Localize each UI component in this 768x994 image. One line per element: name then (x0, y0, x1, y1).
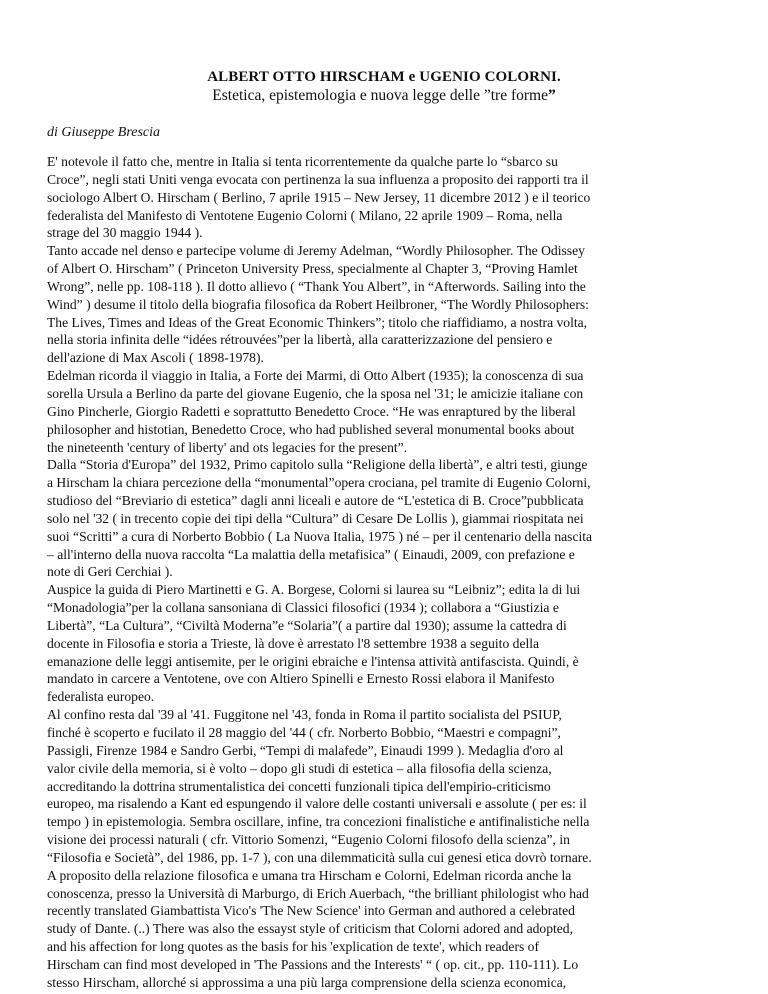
body-line: The Lives, Times and Ideas of the Great Economic Thinkers”; titolo che riaffidiamo, a nostra volta, (47, 314, 588, 330)
body-line: Wrong”, nelle pp. 108-118 ). Il dotto allievo ( “Thank You Albert”, in “Afterwords. Sailing into the (47, 278, 586, 294)
body-line: Gino Pincherle, Giorgio Radetti e soprattutto Benedetto Croce. “He was enraptured by the liberal (47, 403, 576, 419)
body-line: federalista del Manifesto di Ventotene Eugenio Colorni ( Milano, 22 aprile 1909 – Roma, nella (47, 207, 563, 223)
body-line: of Albert O. Hirscham” ( Princeton University Press, specialmente al Chapter 3, “Proving Hamlet (47, 261, 578, 277)
body-line: visione dei processi naturali ( cfr. Vittorio Somenzi, “Eugenio Colorni filosofo della scienza”, in (47, 832, 570, 848)
body-line: Hirscham can find most developed in 'The Passions and the Interests' “ ( op. cit., pp. 110-111). Lo (47, 956, 579, 972)
body-line: nella storia infinita delle “idées rétrouvées”per la libertà, alla caratterizzazione del pensiero e (47, 332, 553, 348)
body-line: Wind” ) desume il titolo della biografia filosofica da Robert Heilbroner, “The Wordly Philosophers: (47, 296, 589, 312)
body-line: accreditando la dottrina strumentalistica dei concetti funzionali tipica dell'empirio-criticismo (47, 778, 551, 794)
body-line: finché è scoperto e fucilato il 28 maggio del '44 ( cfr. Norberto Bobbio, “Maestri e compagni”, (47, 725, 561, 740)
body-line: Edelman ricorda il viaggio in Italia, a Forte dei Marmi, di Otto Albert (1935); la conoscenza di sua (47, 368, 584, 384)
author-byline: di Giuseppe Brescia (47, 125, 161, 140)
body-line: federalista europeo. (47, 689, 155, 705)
body-line: a Hirscham la chiara percezione della “monumental”opera crociana, pel tramite di Eugenio Colorni, (47, 475, 591, 491)
body-line: mandato in carcere a Ventotene, ove con Altiero Spinelli e Ernesto Rossi elabora il Manifesto (47, 671, 555, 687)
body-line: emanazione delle leggi antisemite, per le origini ebraiche e l'intensa attività antifascista. Quindi, è (47, 653, 579, 669)
body-line: “Filosofia e Società”, del 1986, pp. 1-7 ), con una dilemmaticità sulla cui genesi etica dovrò tornare. (47, 849, 592, 865)
body-line: study of Dante. (..) There was also the essayst style of criticism that Colorni adored and adopted, (47, 921, 573, 937)
body-line: docente in Filosofia e storia a Trieste, là dove è arrestato l'8 settembre 1938 a seguito della (47, 635, 540, 651)
subtitle-closing-quote: ” (547, 87, 556, 104)
body-line: solo nel '32 ( in trecento copie dei tipi della “Cultura” di Cesare De Lollis ), giammai riospitata nei (47, 510, 584, 526)
body-line: Dalla “Storia d'Europa” del 1932, Primo capitolo sulla “Religione della libertà”, e altri testi, giunge (47, 457, 588, 473)
body-line: studioso del “Breviario di estetica” dagli anni liceali e autore de “L'estetica di B. Croce”pubblicata (47, 493, 584, 509)
body-line: stesso Hirscham, allorché si approssima a una più larga comprensione della scienza economica, (47, 974, 567, 990)
body-line: the nineteenth 'century of liberty' and ots legacies for the present”. (47, 439, 408, 455)
body-line: Tanto accade nel denso e partecipe volume di Jeremy Adelman, “Wordly Philosopher. The Odissey (47, 243, 585, 259)
body-line: “Monadologia”per la collana sansoniana di Classici filosofici (1934 ); collabora a “Giustizia e (47, 600, 559, 616)
body-line: Al confino resta dal '39 al '41. Fuggitone nel '43, fonda in Roma il partito socialista del PSIUP, (47, 707, 562, 723)
body-line: Auspice la guida di Piero Martinetti e G. A. Borgese, Colorni si laurea su “Leibniz”; edita la di lui (47, 582, 581, 598)
body-line: Passigli, Firenze 1984 e Sandro Gerbi, “Tempi di malafede”, Einaudi 1999 ). Medaglia d'oro al (47, 742, 564, 758)
document-subtitle (0, 86, 768, 106)
body-line: dell'azione di Max Ascoli ( 1898-1978). (47, 350, 264, 366)
document-title: ALBERT OTTO HIRSCHAM e UGENIO COLORNI. (207, 69, 561, 85)
body-line: suoi “Scritti” a cura di Norberto Bobbio ( La Nuova Italia, 1975 ) né – per il centenario della nascita (47, 528, 593, 544)
body-line: sorella Ursula a Berlino da parte del giovane Eugenio, che la sposa nel '31; le amicizie italiane con (47, 385, 584, 401)
body-line: valor civile della memoria, si è volto – dopo gli studi di estetica – alla filosofia della scienza, (47, 760, 552, 776)
body-line: E' notevole il fatto che, mentre in Italia si tenta ricorrentemente da qualche parte lo “sbarco su (47, 154, 558, 169)
body-line: tempo ) in epistemologia. Sembra oscillare, infine, tra concezioni finalistiche e antifinalistiche nella (47, 814, 590, 830)
body-line: – all'interno della nuova raccolta “La malattia della metafisica” ( Einaudi, 2009, con prefazione e (47, 546, 575, 562)
body-line: note di Geri Cerchiai ). (47, 564, 173, 580)
subtitle-text: Estetica, epistemologia e nuova legge delle ”tre forme (212, 87, 548, 104)
body-line: Croce”, negli stati Uniti venga evocata con pertinenza la sua influenza a proposito dei rapporti tra il (47, 171, 589, 187)
body-line: strage del 30 maggio 1944 ). (47, 225, 203, 241)
body-line: europeo, ma risalendo a Kant ed espungendo il valore delle costanti universali e assolute ( per es: il (47, 796, 587, 812)
article-body (47, 153, 747, 992)
body-line: A proposito della relazione filosofica e umana tra Hirscham e Colorni, Edelman ricorda anche la (47, 867, 572, 883)
body-line: and his affection for long quotes as the basis for his 'explication de texte', which readers of (47, 939, 539, 955)
body-line: sociologo Albert O. Hirscham ( Berlino, 7 aprile 1915 – New Jersey, 11 dicembre 2012 ) e il teorico (47, 189, 591, 205)
body-line: Libertà”, “La Cultura”, “Civiltà Moderna”e “Solaria”( a partire dal 1930); assume la cattedra di (47, 617, 567, 633)
body-line: recently translated Giambattista Vico's 'The New Science' into German and authored a celebrated (47, 903, 575, 919)
body-line: philosopher and histotian, Benedetto Croce, who had published several monumental books about (47, 421, 575, 437)
body-line: conoscenza, presso la Università di Marburgo, di Erich Auerbach, “the brilliant philologist who had (47, 885, 589, 901)
